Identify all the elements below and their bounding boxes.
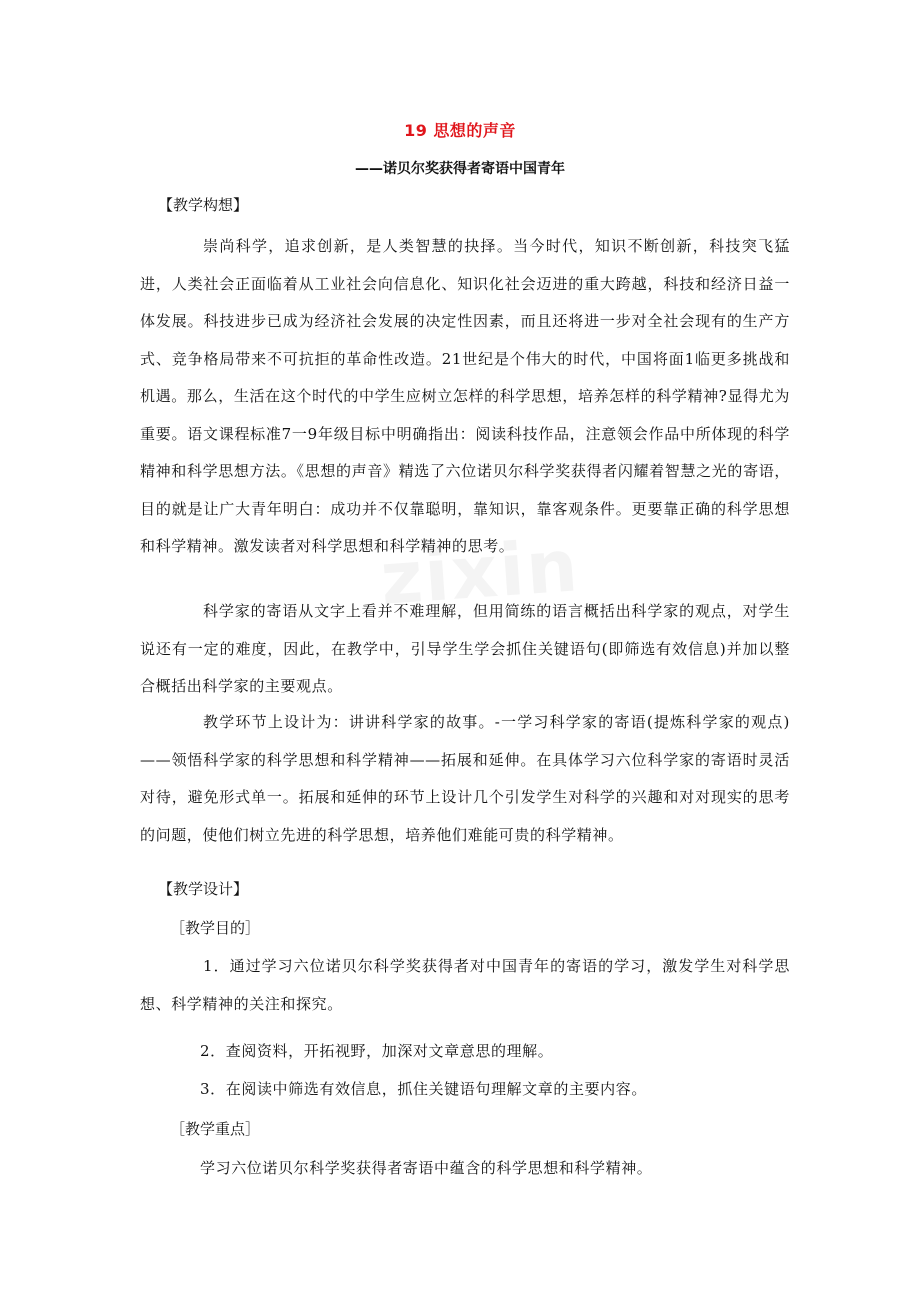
goal-item-3: 3．在阅读中筛选有效信息，抓住关键语句理解文章的主要内容。 [200, 1080, 647, 1098]
section-heading-design: 【教学设计】 [158, 880, 249, 898]
section-heading-concept: 【教学构想】 [158, 196, 249, 214]
concept-paragraph-1: 崇尚科学，追求创新，是人类智慧的抉择。当今时代，知识不断创新，科技突飞猛进，人类社会正面临着从工业社会向信息化、知识化社会迈进的重大跨越，科技和经济日益一体发展。科技进步已成为经济社会发展的决定性因素，而且还将进一步对全社会现有的生产方式、竞争格局带来不可抗拒的革命性改造。21世纪是个伟大的时代，中国将面1临更多挑战和机遇。那么，生活在这个时代的中学生应树立怎样的科学思想，培养怎样的科学精神?显得尤为重要。语文课程标准7一9年级目标中明确指出：阅读科技作品，注意领会作品中所体现的科学精神和科学思想方法。《思想的声音》精选了六位诺贝尔科学奖获得者闪耀着智慧之光的寄语，目的就是让广大青年明白：成功并不仅靠聪明，靠知识，靠客观条件。更要靠正确的科学思想和科学精神。激发读者对科学思想和科学精神的思考。 [140, 237, 790, 555]
document-subtitle: ——诺贝尔奖获得者寄语中国青年 [355, 161, 565, 177]
goal-item-2: 2．查阅资料，开拓视野，加深对文章意思的理解。 [200, 1042, 554, 1060]
goal-item-1: 1．通过学习六位诺贝尔科学奖获得者对中国青年的寄语的学习，激发学生对科学思想、科学精神的关注和探究。 [140, 957, 790, 1013]
focus-text: 学习六位诺贝尔科学奖获得者寄语中蕴含的科学思想和科学精神。 [200, 1159, 653, 1177]
document-title: 19 思想的声音 [404, 121, 516, 140]
concept-paragraph-3: 教学环节上设计为：讲讲科学家的故事。-一学习科学家的寄语(提炼科学家的观点)——领悟科学家的科学思想和科学精神——拓展和延伸。在具体学习六位科学家的寄语时灵活对待，避免形式单一。拓展和延伸的环节上设计几个引发学生对科学的兴趣和对对现实的思考的问题，使他们树立先进的科学思想，培养他们难能可贵的科学精神。 [140, 713, 790, 844]
subheading-goals: ［教学目的］ [170, 919, 261, 937]
concept-paragraph-2: 科学家的寄语从文字上看并不难理解，但用简练的语言概括出科学家的观点，对学生说还有一定的难度，因此，在教学中，引导学生学会抓住关键语句(即筛选有效信息)并加以整合概括出科学家的主要观点。 [140, 602, 790, 695]
subheading-focus: ［教学重点］ [170, 1120, 261, 1138]
